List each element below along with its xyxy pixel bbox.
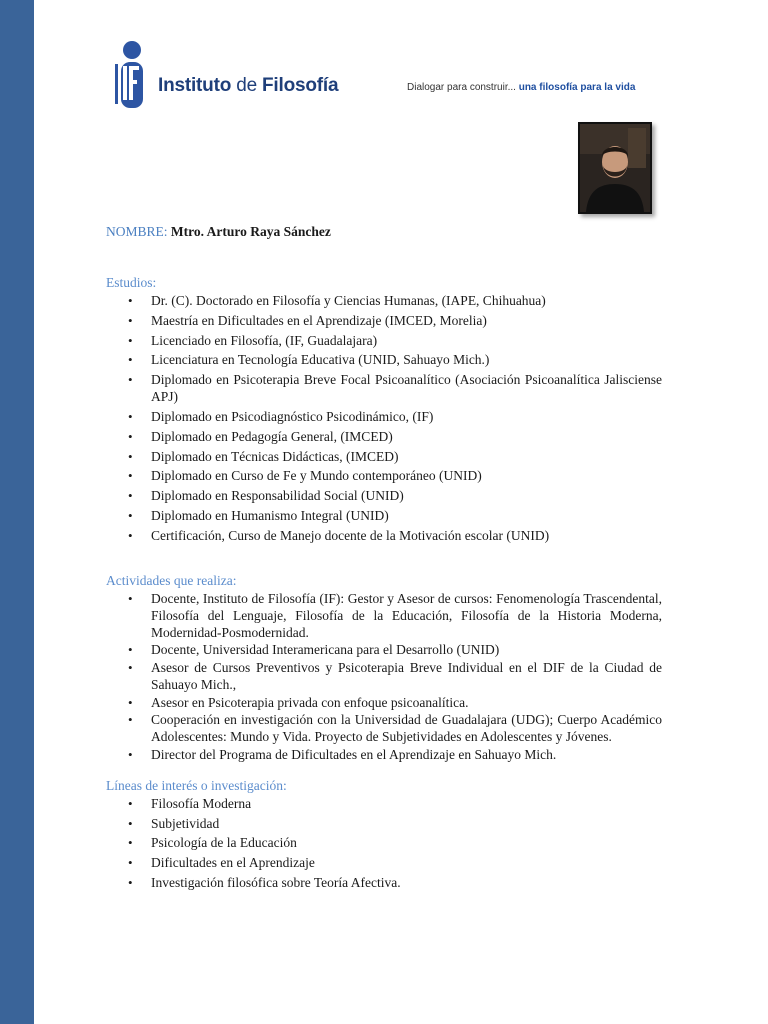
list-item: • Diplomado en Curso de Fe y Mundo contemporáneo (UNID) xyxy=(106,467,662,484)
list-item: • Dr. (C). Doctorado en Filosofía y Ciencias Humanas, (IAPE, Chihuahua) xyxy=(106,292,662,309)
list-item: • Asesor de Cursos Preventivos y Psicoterapia Breve Individual en el DIF de la Ciudad de Sahuayo Mich., xyxy=(106,659,662,693)
list-item: • Subjetividad xyxy=(106,815,662,832)
name-label: NOMBRE: xyxy=(106,224,168,239)
list-item: • Diplomado en Técnicas Didácticas, (IMCED) xyxy=(106,448,662,465)
list-item: • Maestría en Dificultades en el Aprendizaje (IMCED, Morelia) xyxy=(106,312,662,329)
actividades-list xyxy=(106,590,662,763)
list-item: • Diplomado en Psicoterapia Breve Focal Psicoanalítico (Asociación Psicoanalítica Jalisciense APJ) xyxy=(106,371,662,405)
profile-photo xyxy=(578,122,652,214)
list-item: • Asesor en Psicoterapia privada con enfoque psicoanalítica. xyxy=(106,694,662,711)
list-item: • Director del Programa de Dificultades en el Aprendizaje en Sahuayo Mich. xyxy=(106,746,662,763)
section-title-estudios: Estudios: xyxy=(106,275,157,290)
list-item: • Docente, Instituto de Filosofía (IF): Gestor y Asesor de cursos: Fenomenología Trascendental, Filosofía del Lenguaje, Filosofía de la Educación, Filosofía de la Historia Moderna, Modernidad-Posmodernidad. xyxy=(106,590,662,641)
letterhead xyxy=(110,40,670,120)
list-item: • Diplomado en Psicodiagnóstico Psicodinámico, (IF) xyxy=(106,408,662,425)
list-item: • Licenciatura en Tecnología Educativa (UNID, Sahuayo Mich.) xyxy=(106,351,662,368)
list-item: • Investigación filosófica sobre Teoría Afectiva. xyxy=(106,874,662,891)
portrait-image xyxy=(580,124,650,212)
section-title-actividades: Actividades que realiza: xyxy=(106,572,237,588)
list-item: • Diplomado en Responsabilidad Social (UNID) xyxy=(106,487,662,504)
section-estudios xyxy=(106,274,662,544)
list-item: • Licenciado en Filosofía, (IF, Guadalajara) xyxy=(106,332,662,349)
section-title-lineas: Líneas de interés o investigación: xyxy=(106,777,287,793)
lineas-list xyxy=(106,795,662,891)
list-item: • Certificación, Curso de Manejo docente de la Motivación escolar (UNID) xyxy=(106,527,662,544)
left-sidebar-band xyxy=(0,0,34,1024)
list-item: • Dificultades en el Aprendizaje xyxy=(106,854,662,871)
section-actividades xyxy=(106,572,662,763)
institute-logo-text: Instituto de Filosofía xyxy=(158,75,339,96)
list-item: • Filosofía Moderna xyxy=(106,795,662,812)
institute-logo-icon xyxy=(110,40,152,112)
estudios-list xyxy=(106,292,662,544)
list-item: • Diplomado en Pedagogía General, (IMCED) xyxy=(106,428,662,445)
person-name: Mtro. Arturo Raya Sánchez xyxy=(167,224,331,239)
list-item: • Cooperación en investigación con la Universidad de Guadalajara (UDG); Cuerpo Académico Adolescentes: Mundo y Vida. Proyecto de Subjetividades en Adolescentes y Jóvenes. xyxy=(106,711,662,745)
list-item: • Docente, Universidad Interamericana para el Desarrollo (UNID) xyxy=(106,641,662,658)
list-item: • Psicología de la Educación xyxy=(106,834,662,851)
tagline: Dialogar para construir... una filosofía para la vida xyxy=(407,82,636,93)
name-line xyxy=(106,222,662,242)
section-lineas xyxy=(106,777,662,891)
cv-content xyxy=(106,222,662,894)
list-item: • Diplomado en Humanismo Integral (UNID) xyxy=(106,507,662,524)
